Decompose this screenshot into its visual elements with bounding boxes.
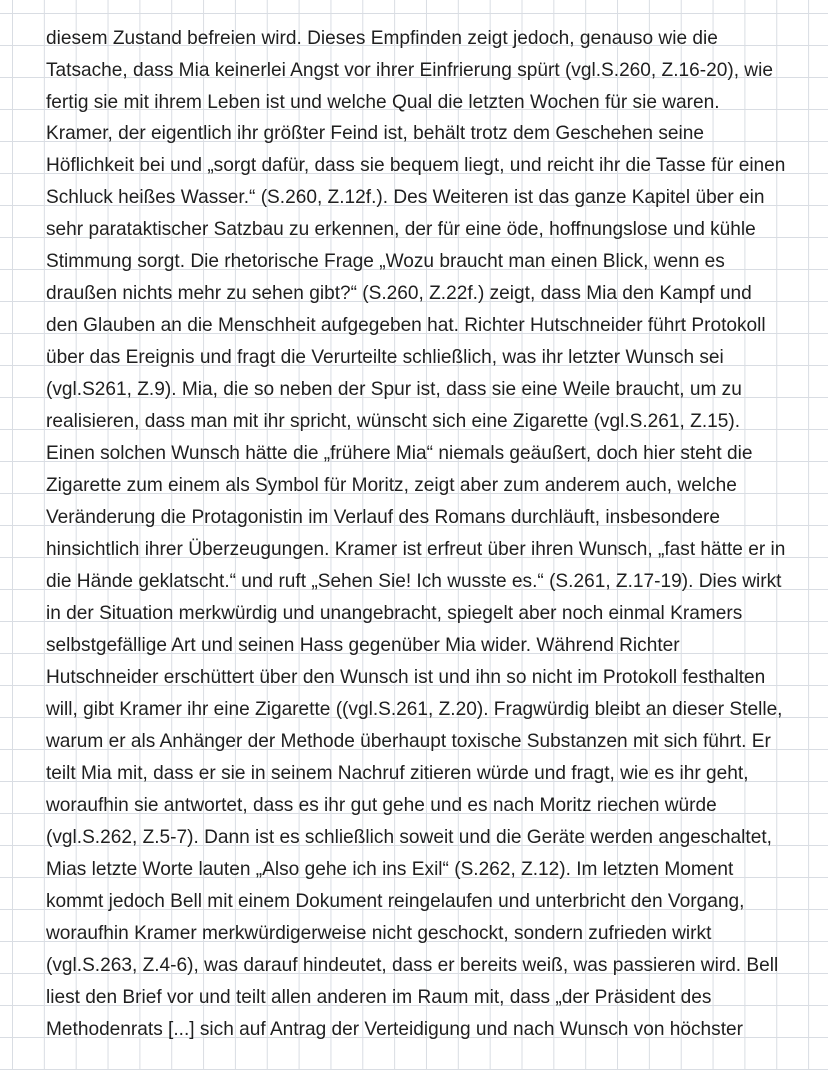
- text-line: selbstgefällige Art und seinen Hass gegenüber Mia wider. Während Richter: [46, 635, 680, 656]
- text-line: woraufhin Kramer merkwürdigerweise nicht geschockt, sondern zufrieden wirkt: [46, 923, 712, 944]
- text-line: Zigarette zum einem als Symbol für Moritz, zeigt aber zum anderem auch, welche: [46, 475, 737, 496]
- text-line: Einen solchen Wunsch hätte die „frühere Mia“ niemals geäußert, doch hier steht die: [46, 443, 753, 464]
- text-line: diesem Zustand befreien wird. Dieses Empfinden zeigt jedoch, genauso wie die: [46, 28, 718, 49]
- text-line: die Hände geklatscht.“ und ruft „Sehen Sie! Ich wusste es.“ (S.261, Z.17-19). Dies wirkt: [46, 571, 782, 592]
- text-line: sehr parataktischer Satzbau zu erkennen, der für eine öde, hoffnungslose und kühle: [46, 219, 756, 240]
- text-line: Tatsache, dass Mia keinerlei Angst vor ihrer Einfrierung spürt (vgl.S.260, Z.16-20), wie: [46, 60, 773, 81]
- text-line: in der Situation merkwürdig und unangebracht, spiegelt aber noch einmal Kramers: [46, 603, 743, 624]
- text-line: (vgl.S.263, Z.4-6), was darauf hindeutet, dass er bereits weiß, was passieren wird. Bell: [46, 955, 779, 976]
- text-line: Mias letzte Worte lauten „Also gehe ich ins Exil“ (S.262, Z.12). Im letzten Moment: [46, 859, 734, 880]
- text-line: Kramer, der eigentlich ihr größter Feind ist, behält trotz dem Geschehen seine: [46, 123, 704, 144]
- text-line: den Glauben an die Menschheit aufgegeben hat. Richter Hutschneider führt Protokoll: [46, 315, 766, 336]
- text-line: realisieren, dass man mit ihr spricht, wünscht sich eine Zigarette (vgl.S.261, Z.15).: [46, 411, 741, 432]
- text-line: Methodenrats [...] sich auf Antrag der Verteidigung und nach Wunsch von höchster: [46, 1019, 743, 1040]
- text-line: draußen nichts mehr zu sehen gibt?“ (S.260, Z.22f.) zeigt, dass Mia den Kampf und: [46, 283, 752, 304]
- text-line: Schluck heißes Wasser.“ (S.260, Z.12f.). Des Weiteren ist das ganze Kapitel über ein: [46, 187, 765, 208]
- text-line: über das Ereignis und fragt die Verurteilte schließlich, was ihr letzter Wunsch sei: [46, 347, 724, 368]
- text-line: hinsichtlich ihrer Überzeugungen. Kramer ist erfreut über ihren Wunsch, „fast hätte er in: [46, 539, 786, 560]
- text-line: (vgl.S261, Z.9). Mia, die so neben der Spur ist, dass sie eine Weile braucht, um zu: [46, 379, 742, 400]
- text-line: woraufhin sie antwortet, dass es ihr gut gehe und es nach Moritz riechen würde: [46, 795, 717, 816]
- text-line: fertig sie mit ihrem Leben ist und welche Qual die letzten Wochen für sie waren.: [46, 92, 720, 113]
- text-line: warum er als Anhänger der Methode überhaupt toxische Substanzen mit sich führt. Er: [46, 731, 771, 752]
- text-line: Höflichkeit bei und „sorgt dafür, dass sie bequem liegt, und reicht ihr die Tasse für einen: [46, 155, 786, 176]
- text-line: Hutschneider erschüttert über den Wunsch ist und ihn so nicht im Protokoll festhalten: [46, 667, 766, 688]
- text-line: Stimmung sorgt. Die rhetorische Frage „Wozu braucht man einen Blick, wenn es: [46, 251, 725, 272]
- text-line: kommt jedoch Bell mit einem Dokument reingelaufen und unterbricht den Vorgang,: [46, 891, 745, 912]
- text-line: (vgl.S.262, Z.5-7). Dann ist es schließlich soweit und die Geräte werden angeschaltet,: [46, 827, 772, 848]
- text-line: liest den Brief vor und teilt allen anderen im Raum mit, dass „der Präsident des: [46, 987, 712, 1008]
- text-line: Veränderung die Protagonistin im Verlauf des Romans durchläuft, insbesondere: [46, 507, 720, 528]
- text-line: teilt Mia mit, dass er sie in seinem Nachruf zitieren würde und fragt, wie es ihr geht,: [46, 763, 749, 784]
- text-line: will, gibt Kramer ihr eine Zigarette ((vgl.S.261, Z.20). Fragwürdig bleibt an dieser Stelle,: [46, 699, 783, 720]
